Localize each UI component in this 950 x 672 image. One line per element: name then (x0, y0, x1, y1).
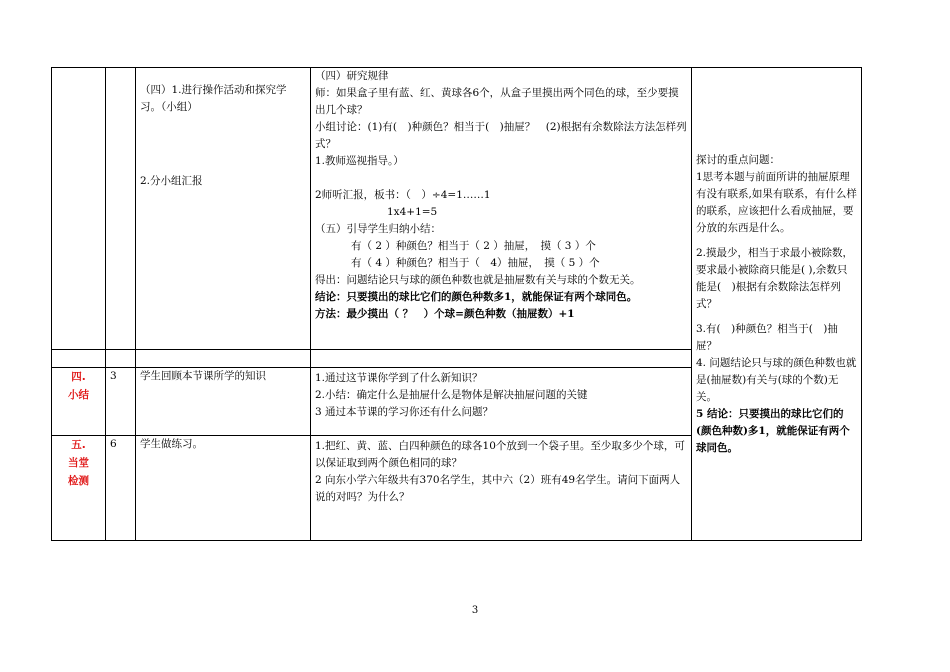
stage-cell (52, 350, 106, 368)
teacher-activity-cell (311, 436, 692, 541)
teacher-activity-cell (311, 350, 692, 368)
teacher-text: 1.通过这节课你学到了什么新知识？ (315, 372, 483, 384)
teacher-text: 2.小结：确定什么是抽屉什么是物体是解决抽屉问题的关键 (315, 389, 588, 401)
student-activity-text: 学生回顾本节课所学的知识 (136, 368, 311, 436)
student-activity-text: 学生做练习。 (136, 436, 311, 541)
time-value: 6 (106, 436, 136, 541)
teacher-text: 1x4+1=5 (387, 206, 438, 218)
notes-text: 1思考本题与前面所讲的抽屉原理有没有联系,如果有联系，有什么样的联系，应该把什么看成抽屉，要分放的东西是什么。 (696, 170, 857, 234)
stage-cell (52, 68, 106, 350)
page-number: 3 (471, 605, 479, 616)
notes-text: 4. 问题结论只与球的颜色种数也就是(抽屉数)有关与(球的个数)无关。 (696, 356, 857, 403)
time-value: 3 (106, 368, 136, 436)
section-heading: （四）研究规律 (315, 70, 389, 82)
exercise-text: 1.把红、黄、蓝、白四种颜色的球各10个放到一个袋子里。至少取多少个球，可以保证取到两个颜色相同的球？ (315, 440, 685, 469)
teacher-activity-cell (311, 368, 692, 436)
teacher-activity-cell (311, 68, 692, 350)
method-text: 方法：最少摸出（ ？ ）个球=颜色种数（抽屉数）+1 (315, 308, 575, 320)
conclusion-text: 结论：只要摸出的球比它们的颜色种数多1，就能保证有两个球同色。 (315, 291, 638, 303)
teacher-text: 3 通过本节课的学习你还有什么问题？ (315, 406, 494, 418)
student-activity-cell (136, 350, 311, 368)
teacher-text: 得出：问题结论只与球的颜色种数也就是抽屉数有关与球的个数无关。 (315, 274, 641, 286)
time-cell (106, 68, 136, 350)
notes-heading: 探讨的重点问题： (696, 153, 780, 166)
time-cell (106, 350, 136, 368)
teacher-text: 有（ 4 ）种颜色？相当于（ 4）抽屉， 摸（ 5 ）个 (351, 257, 600, 269)
teacher-text: 有（ 2 ）种颜色？相当于（ 2 ）抽屉， 摸（ 3 ）个 (351, 240, 596, 252)
exercise-text: 2 向东小学六年级共有370名学生，其中六（2）班有49名学生。请问下面两人说的对吗？为什么？ (315, 474, 681, 503)
teacher-text: 2师听汇报，板书：（ ）÷4=1……1 (315, 189, 491, 201)
teacher-text: 师：如果盒子里有蓝、红、黄球各6个，从盒子里摸出两个同色的球，至少要摸出几个球？ (315, 87, 679, 116)
teacher-text: 小组讨论：(1)有( )种颜色？相当于( )抽屉？ (2)根据有余数除法方法怎样列式？ (315, 121, 687, 150)
stage-label: 五. 当堂 检测 (52, 436, 106, 541)
activity-text: 2.分小组汇报 (140, 175, 203, 187)
notes-conclusion: 5 结论：只要摸出的球比它们的(颜色种数)多1，就能保证有两个球同色。 (696, 407, 850, 454)
table-row-explore (52, 68, 862, 350)
section-heading: （五）引导学生归纳小结： (315, 223, 441, 235)
notes-text: 2.摸最少，相当于求最小被除数，要求最小被除商只能是( ),余数只能是( )根据有余数除法怎样列式？ (696, 246, 854, 310)
teacher-text: 1.教师巡视指导。） (315, 155, 404, 167)
notes-text: 3.有( )种颜色？相当于( )抽屉？ (696, 322, 838, 352)
activity-text: （四）1.进行操作活动和探究学习。（小组） (140, 84, 287, 113)
notes-cell (692, 68, 862, 541)
lesson-plan-table (51, 67, 862, 541)
stage-label: 四. 小结 (52, 368, 106, 436)
student-activity-cell (136, 68, 311, 350)
